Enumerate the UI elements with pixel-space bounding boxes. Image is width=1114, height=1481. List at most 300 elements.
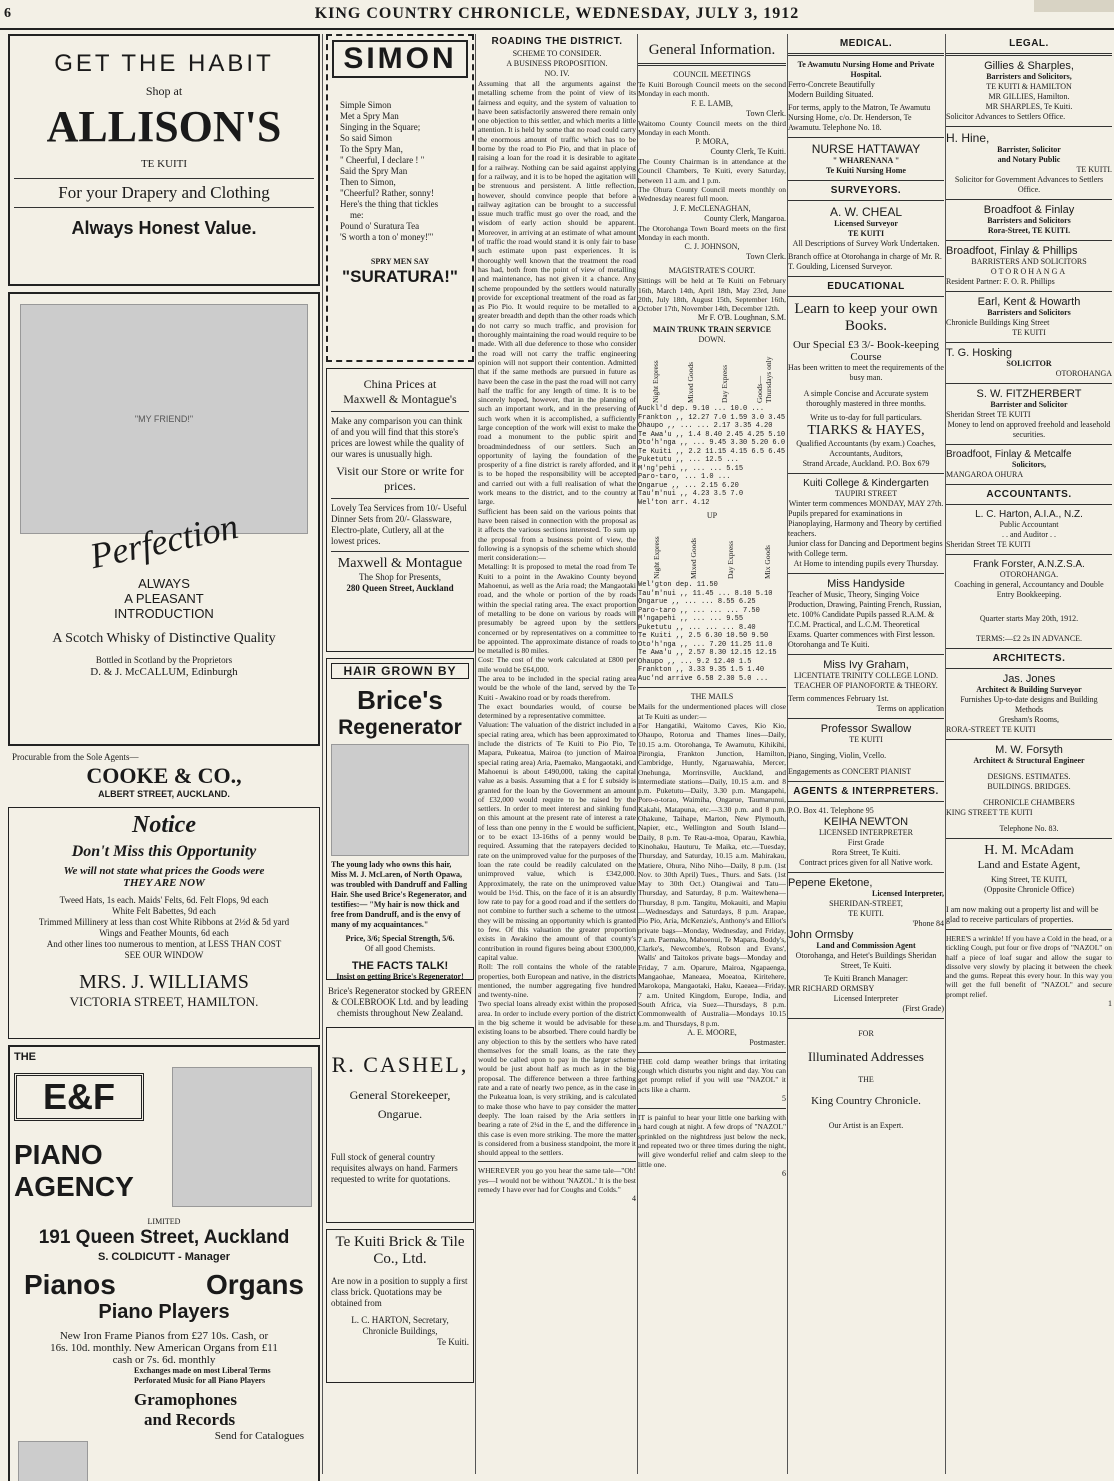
advertiser-name: MRS. J. WILLIAMS <box>79 971 249 993</box>
listing-line: Modern Building Situated. <box>788 90 874 99</box>
ad-line: THE <box>14 1051 36 1063</box>
notice-text: Waitomo County Council meets on the third Monday in each Month. <box>638 118 786 137</box>
notice-text: The County Chairman is in attendance at the Council Chambers, Te Kuiti, every Saturday, between 11 a.m. and 1 p.m. <box>638 157 786 185</box>
advertiser-name: Maxwell & Montague <box>337 556 463 571</box>
ad-line: Write us to-day for full particulars. <box>810 413 922 422</box>
listing-line: TE KUITI <box>1012 328 1046 337</box>
ad-line: Chronicle Buildings, <box>362 1326 438 1336</box>
listing-title: John Ormsby <box>788 929 854 941</box>
ad-line: cash or 7s. 6d. monthly <box>112 1354 216 1366</box>
column-5 <box>788 34 944 1131</box>
ad-line: TE KUITI <box>140 158 188 170</box>
listing-line: MR GILLIES, Hamilton. <box>988 92 1070 101</box>
listing-line: Solicitor for Government Advances to Settlers Office. <box>954 175 1104 194</box>
notice-item: Wings and Feather Mounts, 6d each <box>99 928 229 938</box>
table-row: Auc'nd arrive 6.58 2.30 5.0 ... <box>638 674 769 683</box>
listing-line: Solicitor Advances to Settlers Office. <box>946 112 1066 121</box>
ad-line: S. COLDICUTT - Manager <box>97 1251 230 1263</box>
listing-line: DESIGNS. ESTIMATES. <box>987 772 1071 781</box>
table-row: Paro-taro ,, ... ... ... 7.50 <box>638 606 760 615</box>
speech-bubble: "MY FRIEND!" <box>134 414 194 424</box>
table-row: Ongarue ,, ... ... 8.55 6.25 <box>638 598 756 607</box>
brices-regenerator-ad <box>326 658 474 980</box>
notice-text: The Ohura County Council meets monthly on Wednesday nearest full moon. <box>638 185 786 204</box>
ad-line: THEY ARE NOW <box>123 877 205 889</box>
article-title: ROADING THE DISTRICT. <box>491 36 623 47</box>
ad-line: General Storekeeper, <box>349 1088 451 1102</box>
listing-line: MR SHARPLES, Te Kuiti. <box>985 102 1073 111</box>
listing-line: . . and Auditor . . <box>1002 530 1056 539</box>
subsection-title: COUNCIL MEETINGS <box>673 70 751 79</box>
ad-number: 6 <box>782 1168 786 1178</box>
down-table-header <box>638 347 786 403</box>
listing-title: Kuiti College & Kindergarten <box>803 478 929 489</box>
ad-line: D. & J. McCALLUM, Edinburgh <box>90 666 238 678</box>
nazol-ad: IT is painful to hear your little one barking with a hard cough at night. A few drops of "NAZOL" sprinkled on the nightdress just below the neck, and repeated two or three times during the night, will give wonderful relief and calm sleep to the little one. <box>638 1113 786 1169</box>
listing-line: At Home to intending pupils every Thursday. <box>793 559 939 568</box>
listing-line: Junior class for Dancing and Deportment begins with College term. <box>788 539 943 558</box>
signature: J. F. McCLENAGHAN, <box>673 203 751 213</box>
ad-line: Price, 3/6; Special Strength, 5/6. <box>345 934 455 943</box>
article-subtitle: A BUSINESS PROPOSITION. <box>506 59 608 68</box>
table-row: Te Kuiti ,, 2.2 11.15 4.15 6.5 6.45 <box>638 447 786 456</box>
listing-line: Money to lend on approved freehold and leasehold securities. <box>947 420 1111 439</box>
ad-headline: Piano Players <box>98 1301 230 1323</box>
ad-headline: King Country Chronicle. <box>811 1095 921 1107</box>
listing-line: Rora Street, Te Kuiti. <box>831 848 901 857</box>
advertiser-name: Co., Ltd. <box>373 1251 427 1267</box>
table-title: UP <box>706 511 718 521</box>
listing-line: Licensed Surveyor <box>834 219 898 228</box>
listing-title: Broadfoot & Finlay <box>983 204 1075 216</box>
listing-line: LICENSED INTERPRETER <box>819 828 913 837</box>
ad-headline: AGENCY <box>14 1171 134 1202</box>
signature: Postmaster. <box>749 1037 786 1047</box>
article-paragraph: The exact boundaries would, of course be determined by a representative committee. <box>478 701 636 721</box>
table-row: M'ng'pehi ,, ... ... 5.15 <box>638 464 744 473</box>
ad-headline: Regenerator <box>338 716 462 739</box>
column-3 <box>478 34 636 1204</box>
listing-line: Engagements as CONCERT PIANIST <box>788 767 912 776</box>
signature: Mr F. O'B. Loughnan, S.M. <box>697 313 786 323</box>
brand-script: Perfection <box>86 505 242 577</box>
column-header: Day Express <box>726 541 735 580</box>
ad-line: SPRY MEN SAY <box>370 257 430 266</box>
listing-line: MR RICHARD ORMSBY <box>788 984 875 993</box>
listing-line: Ferro-Concrete Beautifully <box>788 80 875 89</box>
ad-line: Te Kuiti. <box>437 1337 469 1347</box>
section-title: ACCOUNTANTS. <box>986 489 1072 500</box>
ad-line: 16s. 10d. monthly. New American Organs from £11 <box>50 1342 278 1354</box>
up-timetable <box>638 581 786 683</box>
table-row: Te Awa'u ,, 1.4 8.40 2.45 4.25 5.10 <box>638 430 786 439</box>
ad-line: Our Artist is an Expert. <box>828 1121 904 1130</box>
listing-title: Pepene Eketone, <box>788 877 873 889</box>
listing-title: Te Awamutu Nursing Home and Private Hospital. <box>797 60 935 79</box>
listing-line: Architect & Building Surveyor <box>976 685 1082 694</box>
ad-text: Make any comparison you can think of and you will find that this store's prices are lowest while the quality of our wares is unusually high. <box>331 416 464 459</box>
verse-line: Pound o' Suratura Tea <box>340 221 420 231</box>
listing-line: Solicitors, <box>1012 460 1046 469</box>
listing-line: Quarter starts May 20th, 1912. <box>979 614 1079 623</box>
ad-headline: Gramophones <box>134 1390 237 1409</box>
ad-headline: Learn to keep your own Books. <box>794 301 938 334</box>
listing-title: H. Hine, <box>946 131 990 145</box>
notice-item: Trimmed Millinery at less than cost White Ribbons at 2½d & 5d yard <box>38 917 290 927</box>
verse-line: Met a Spry Man <box>340 111 399 121</box>
listing-title: KEIHA NEWTON <box>823 816 909 828</box>
listing-line: Sheridan Street TE KUITI <box>946 540 1031 549</box>
listing-line: Licensed Interpreter <box>833 994 899 1003</box>
listing-line: BUILDINGS. BRIDGES. <box>987 782 1071 791</box>
signature: F. E. LAMB, <box>691 98 733 108</box>
column-header: Goods—Thursdays only <box>755 356 774 404</box>
table-row: Oto'h'nga ,, ... 7.20 11.25 11.0 <box>638 640 773 649</box>
column-header: Mix Goods <box>763 545 772 580</box>
notice-item: White Felt Babettes, 9d each <box>112 906 216 916</box>
ad-line: Procurable from the Sole Agents— <box>12 752 139 762</box>
listing-line: TERMS:—£2 2s IN ADVANCE. <box>975 634 1083 643</box>
listing-line: Barrister and Solicitor <box>990 400 1068 409</box>
listing-line: Pupils prepared for examinations in Pianoplaying, Harmony and Theory by certified teachers. <box>788 509 942 538</box>
listing-line: OTOROHANGA <box>1055 369 1112 378</box>
ad-line: New Iron Frame Pianos from £27 10s. Cash, or <box>59 1330 269 1342</box>
section-title: SURVEYORS. <box>830 185 902 196</box>
ad-headline: Organs <box>205 1269 304 1300</box>
listing-line: and Notary Public <box>997 155 1061 164</box>
ef-piano-agency-ad <box>8 1045 320 1481</box>
ad-line: Perforated Music for all Piano Players <box>134 1376 266 1385</box>
verse-line: 'S worth a ton o' money!'" <box>340 232 434 242</box>
table-row: Ongarue ,, ... 2.15 6.20 <box>638 481 739 490</box>
listing-line: (First Grade) <box>902 1004 944 1013</box>
ad-line: L. C. HARTON, Secretary, <box>351 1315 449 1325</box>
table-row: Oto'h'nga ,, ... 9.45 3.30 5.20 6.0 <box>638 439 786 448</box>
listing-line: Coaching in general, Accountancy and Double Entry Bookkeeping. <box>954 580 1104 599</box>
listing-title: S. W. FITZHERBERT <box>976 388 1082 400</box>
listing-line: TE KUITI <box>849 735 883 744</box>
nazol-ad: THE cold damp weather brings that irritating cough which disturbs you night and day. You can get prompt relief if you will use "NAZOL" it acts like a charm. <box>638 1056 786 1094</box>
listing-line: First Grade <box>847 838 885 847</box>
listing-title: Professor Swallow <box>820 723 912 735</box>
article-paragraph: Sufficient has been said on the various points that have been raised in connection with the proposal as it affects the various sections interested. To sum up the proposal from a business point of view, the following is a synopsis of the scheme which should merit consideration:— <box>478 506 636 563</box>
agent-address: ALBERT STREET, AUCKLAND. <box>98 789 230 799</box>
listing-line: BARRISTERS AND SOLICITORS <box>971 257 1087 266</box>
ad-text: Lovely Tea Services from 10/- Useful Dinner Sets from 20/- Glassware, Electro-plate, Cutlery, all at the lowest prices. <box>331 503 467 546</box>
ad-text: Full stock of general country requisites always on hand. Farmers requested to write for quotations. <box>331 1152 458 1184</box>
column-rule <box>322 34 323 1474</box>
article-paragraph: Two special loans already exist within the proposed area. In order to include every portion of the district in the big scheme it would be advisable for these existing loans to be absorbed. There could hardly be any objection to this by the settlers who have rated themselves for the small loans, as the rate they would be called upon to pay in the larger scheme would be just about half as much as in the big proposal. The difference between a three farthing rate and a rate of nearly two pence, as in the case in the Pukeatua loan, is very striking, and is calculated to make those who have to pay consider the matter deeply. The loan raised by the Aria settlers in bearing a rate of 2¼d in the £, and the difference in this case is even more striking. The more the matter is considered from a business standpoint, the more it should appeal to the settlers. <box>478 999 636 1158</box>
ad-line: Ongarue. <box>377 1107 423 1121</box>
listing-line: Land and Commission Agent <box>816 941 916 950</box>
listing-line: Barristers and Solicitors, <box>986 72 1072 81</box>
ad-headline: China Prices at <box>363 377 437 391</box>
listing-line: 'Phone 84 <box>912 919 944 928</box>
column-header: Night Express <box>650 360 660 404</box>
table-row: Auckl'd dep. 9.10 ... 10.0 ... <box>638 405 765 414</box>
listing-line: Otorohanga, and Hetet's Buildings Sheridan Street, Te Kuiti. <box>795 951 937 970</box>
listing-line: All Descriptions of Survey Work Undertaken. <box>792 239 940 248</box>
piano-illustration <box>172 1067 312 1207</box>
verse-line: Then to Simon, <box>340 177 396 187</box>
advertiser-name: R. CASHEL, <box>331 1052 469 1077</box>
ad-line: A Scotch Whisky of Distinctive Quality <box>52 631 276 646</box>
listing-line: Chronicle Buildings King Street <box>946 318 1050 327</box>
ad-line: GET THE HABIT <box>54 50 274 77</box>
listing-line: TE KUITI. <box>848 909 884 918</box>
listing-title: Miss Ivy Graham, <box>823 659 909 671</box>
ad-line: Don't Miss this Opportunity <box>71 843 257 860</box>
listing-line: (Opposite Chronicle Office) <box>983 885 1075 894</box>
newspaper-title: KING COUNTRY CHRONICLE, WEDNESDAY, JULY 3, 1912 <box>314 5 800 22</box>
column-header: Day Express <box>720 365 730 404</box>
simon-suratura-ad <box>326 34 474 362</box>
table-row: Te Awa'u ,, 2.57 8.30 12.15 12.15 <box>638 649 777 658</box>
listing-line: For terms, apply to the Matron, Te Awamutu Nursing Home, c/o. Dr. Henderson, Te Awamutu. Telephone No. 18. <box>788 103 931 132</box>
ad-line: Our Special £3 3/- Book-keeping Course <box>792 339 940 363</box>
section-title: ARCHITECTS. <box>992 653 1066 664</box>
torn-corner <box>1034 0 1114 12</box>
ad-line: 280 Queen Street, Auckland <box>346 583 454 593</box>
notice-item: SEE OUR WINDOW <box>124 950 204 960</box>
ad-line: Insist on getting Brice's Regenerator! <box>336 972 464 981</box>
listing-line: TE KUITI <box>847 229 885 238</box>
column-6 <box>946 34 1112 1009</box>
ef-logo: E&F <box>14 1073 144 1121</box>
listing-line: LICENTIATE TRINITY COLLEGE LOND. <box>794 671 938 680</box>
verse-line: Here's the thing that tickles <box>340 199 439 209</box>
ad-headline: and Records <box>144 1410 236 1429</box>
listing-line: Te Kuiti Branch Manager: <box>823 974 909 983</box>
listing-line: Piano, Singing, Violin, Vcello. <box>788 751 887 760</box>
section-title: MEDICAL. <box>839 38 893 49</box>
brick-tile-ad <box>326 1229 474 1383</box>
listing-line: Term commences February 1st. <box>788 694 889 703</box>
article-paragraph: Metalling: It is proposed to metal the road from Te Kuiti to a point in the Awakino County beyond Mahoenui, as well as the Aria road; the Mangaotaki road, and the whole or portion of the by roads within the special rating area. The exact proportion of metalling to be done on various by roads will presumably be agreed upon by the settlers concerned or by representatives on a committee to be appointed. The approximate distance of roads to be metalled is 80 miles. <box>478 562 636 656</box>
article-paragraph: Assuming that all the arguments against the metalling scheme from the point of view of its fairness and equity, and the system of valuation to have been satisfactorily answered there remain only one objection to this settler, and which merits a little attention. It is held by some that no road could carry the enormous amount of traffic which has to be borne by the road to Pio Pio, and that in place of raising a loan for the road it is desirable to agitate for a railway. Nothing can be said against applying for a railway, and it is to be hoped the agitation will be strenuous and persistent. A little reflection, however, should convince people that before a railway agitation can be brought to a successful issue much traffic must go over the road, and the wisdom of early action should be apparent. Moreover, in arriving at an estimate of what amount of traffic the road would stand it is only fair to base such estimate upon past experiences. It is thoroughly well known that the treatment the road has had, both from the point of view of metalling and maintenance, has not given it a chance. Any scheme propounded by the settlers would naturally provide for exceptional treatment of the road as far as Pio Pio. It would require to be metalled to a greater breadth and depth than the other roads which do not carry so much traffic, and provision for thoroughly maintaining the road would require to be made. With all due deference to those who consider the road will not carry the traffic engineering opinion will not support their contention. Admitted that if the same methods are pursued in future as have been the case in the past the road will not carry half the traffic for any length of time. It is to be sincerely hoped, however, that in the planning of such an important work, and in the preserving of such work when it is accomplished, a sufficiently large conception of the work will exist to make the road a monument to the public spirit and broadmindedness of our settlers. Such an opportunity of laying the foundation of the prosperity of a fine district is rarely afforded, and it is to be hoped the responsibility will be accepted and carried out with a full realisation of what the work means to the district, and to the country at large. <box>478 79 636 507</box>
listing-line: KING STREET TE KUITI <box>946 808 1033 817</box>
listing-line: TE KUITI. <box>1076 165 1112 174</box>
article-paragraph: The area to be included in the special rating area would be the whole of the land, served by the Te Kuiti - Awakino road or by roads therefrom. <box>478 674 636 702</box>
listing-line: MANGAROA OHURA <box>946 470 1024 479</box>
ad-line: FOR <box>858 1029 874 1038</box>
listing-title: A. W. CHEAL <box>829 205 903 219</box>
article-subtitle: SCHEME TO CONSIDER. <box>512 49 602 58</box>
ad-headline: SIMON <box>332 40 468 78</box>
notice-item: Tweed Hats, 1s each. Maids' Felts, 6d. Felt Flops, 9d each <box>59 895 269 905</box>
listing-line: Terms on application <box>876 704 944 713</box>
ad-line: The Shop for Presents, <box>359 572 441 582</box>
listing-line: Rora-Street, TE KUITI. <box>987 226 1071 235</box>
allisons-ad <box>8 34 320 286</box>
table-row: Wel'gton dep. 11.50 <box>638 581 718 590</box>
listing-line: Winter term commences MONDAY, MAY 27th. <box>788 499 944 508</box>
ad-headline: ALLISON'S <box>46 102 282 151</box>
listing-line: Licensed Interpreter, <box>872 889 944 898</box>
long-hair-photo <box>331 744 469 856</box>
listing-line: Sheridan Street TE KUITI <box>946 410 1031 419</box>
ad-line: For your Drapery and Clothing <box>14 178 314 208</box>
article-paragraph: Valuation: The valuation of the district included in a special rating area, which has been approximated to include the districts of Te Kuiti to Pio Pio, Te Mapara, Pukeatua, Mairoa (to junction of Mairoa special rating area) Aria, Paemako, Mangaotaki, and Mahoenui is about £490,000, taking the capital value as a basis. Assuming that a £ for £ subsidy is granted for the loan by the Government an amount of £32,000 would require to be raised by the settlers. In order to meet interest and sinking fund on this amount at the present rate of interest a rate of less than one penny in the £ would be sufficient, or to be exact 13-16ths of a penny would be required. Assuming that the ratepayers decided to rate on the unimproved value for the purposes of the loan the rate could be readily calculated on the unimproved value, which is £342,000. Approximately, the rate on the unimproved value would be 1½d. This, on the face of it is an absurdly low rate to pay for a good road and if the settlers do not combine to further such a scheme to the utmost they will be missing an opportunity which is granted to few. Of this valuation the greater proportion exists in Awakino the amount of that county's contribution in round figures being about £300,000, capital value. <box>478 720 636 962</box>
column-header: Mixed Goods <box>685 362 695 404</box>
signature: County Clerk, Te Kuiti. <box>710 147 786 157</box>
listing-line: Gresham's Rooms, <box>998 715 1060 724</box>
testimonial: The young lady who owns this hair, Miss M. J. McLaren, of North Opawa, was troubled with Dandruff and Falling Hair. She used Brice's Regenerator, and testifies:— "My hair is now thick and free from Dandruff, and is the envy of many of my acquaintances." <box>331 860 468 929</box>
article-paragraph: Cost: The cost of the work calculated at £800 per mile would be £64,000. <box>478 655 636 674</box>
verse-line: "Cheerful? Rather, sonny! <box>340 188 435 198</box>
nazol-ad: HERE'S a wrinkle! If you have a Cold in the head, or a tickling Cough, put four or five drops of "NAZOL" on half a piece of loaf sugar and allow the sugar to dissolve very slowly by placing it between the cheek and the gums. Repeat this every hour. In this way you will get the full benefit of "NAZOL" and secure prompt relief. <box>946 934 1112 999</box>
ad-headline: Pianos <box>24 1269 116 1300</box>
subsection-title: MAGISTRATE'S COURT. <box>668 266 756 276</box>
listing-line: SOLICITOR <box>1006 359 1052 368</box>
listing-line: Resident Partner: F. O. R. Phillips <box>946 277 1055 286</box>
nazol-ad: WHEREVER you go you hear the same tale—"Oh! yes—I would not be without 'NAZOL.' It is the best remedy I have ever had for Coughs and Colds." <box>478 1166 636 1195</box>
advertiser-name: TIARKS & HAYES, <box>807 423 925 438</box>
ad-headline: Maxwell & Montague's <box>343 392 457 406</box>
section-title: AGENTS & INTERPRETERS. <box>793 786 939 797</box>
column-2 <box>326 34 474 1389</box>
verse-line: So said Simon <box>340 133 393 143</box>
notice-text: The Otorohanga Town Board meets on the first Monday in each month. <box>638 223 786 242</box>
column-header: Mixed Goods <box>689 538 698 580</box>
ad-number: 4 <box>632 1194 636 1204</box>
table-row: Puketutu ,, ... 12.5 ... <box>638 456 739 465</box>
ad-line: ALWAYS <box>138 576 190 591</box>
listing-title: Miss Handyside <box>827 578 905 590</box>
listing-line: Furnishes Up-to-date designs and Building Methods <box>960 695 1098 714</box>
ad-line: HAIR GROWN BY <box>331 663 469 679</box>
ad-line: Send for Catalogues <box>214 1430 304 1442</box>
listing-line: TAUPIRI STREET <box>834 489 898 498</box>
ad-headline: Illuminated Addresses <box>808 1049 924 1064</box>
listing-title: T. G. Hosking <box>946 347 1013 359</box>
ad-line: 191 Queen Street, Auckland <box>38 1227 290 1248</box>
verse-line: To the Spry Man, <box>340 144 403 154</box>
gramophone-illustration <box>18 1441 88 1481</box>
table-title: DOWN. <box>698 335 726 345</box>
listing-line: Barristers and Solicitors <box>987 308 1071 317</box>
table-row: Tau'm'nui ,, 11.45 ... 8.10 5.10 <box>638 589 773 598</box>
listing-line: Land and Estate Agent, <box>977 859 1081 871</box>
notice-text: Mails for the undermentioned places will close at Te Kuiti as under:— <box>638 702 786 721</box>
table-row: Frankton ,, 12.27 7.0 1.59 3.0 3.45 <box>638 413 786 422</box>
ad-line: THE <box>858 1075 874 1084</box>
ad-number: 1 <box>1108 999 1112 1009</box>
listing-line: Teacher of Music, Theory, Singing Voice Production, Drawing, Painting French, Russian, etc. 100% Candidate Pupils passed R.A.M. & T.C.M. Practical, and L.C.M. Theoretical Exams. Quarter commences with First lesson. Otorohanga and Te Kuiti. <box>788 590 942 649</box>
ad-line: Exchanges made on most Liberal Terms <box>134 1366 271 1375</box>
mail-schedule: For Hangatiki, Waitomo Caves, Kio Kio, Ohaupo, Rotorua and Thames lines—Daily, 10.15 a.m. Otorohanga, Te Awamutu, Kihikihi, Pirongia, Frankton Junction, Hamilton, Cambridge, Huntly, Ngaruawahia, Mercer, Onehunga, Morrinsville, Auckland, and intermediate stations—Daily, 10.15 a.m. and 8 p.m. Puketutu—Daily, 3.30 p.m. Mangapehi, Poro-o-torao, Waimiha, Ongarue, Taumarunui, Kakahi, Matapuna, etc.—3.30 p.m. and 8 p.m. Ohakune, Taihape, Marton, New Plymouth, Napier, etc., Wellington and South Island—Daily, 8 p.m. Te Rau-a-moa, Oparau, Kawhia, Kinohaku, Hauturu, Te Maika, etc.—Tuesday, Thursday, and Saturday, 10.15 a.m. Mahirakau, Matiere, Ohura, Niho Niho—Daily, 8 p.m. (1st Nov. to 30th April) Tues., Thurs. and Sats. (1st May to 30th Oct.) Otangiwai and Tatu—Thursday, and Saturday, 8 p.m. Waitewhena—Thursday, 8 p.m. Tangitu, Mokauiti, and Mapiu—Wednesdays and Saturdays, 8 p.m. Arapae, Pio Pio, Aria, McKenzie's, Anthony's and Elliot's private bags—Monday, Wednesday, and Friday, 7 a.m. Paemako, Mahoenui, Te Mapara, Boddy's, Clarke's, Newcombe's, Robson and Evans', Walls' and Taitokos private bags—Monday and Friday, 7 a.m. Oparure, Mairoa, Ngapaenga, Mangaohae, Maneaea, Moeatoa, Kiritehere, Marokopa, Mangaotaki, Haku, Kaeaea—Friday, 7 a.m. United Kingdom, Europe, India, and South Africa, via Suez—Thursdays, 8 p.m. Commonwealth of Australia—Mondays 10.15 a.m. and Thursdays, 8 p.m. <box>638 721 786 1028</box>
ad-line: A PLEASANT <box>124 591 204 606</box>
listing-line: TE KUITI & HAMILTON <box>986 82 1072 91</box>
listing-title: Frank Forster, A.N.Z.S.A. <box>973 559 1085 570</box>
table-row: M'ngapehi ,, ... ... 9.55 <box>638 615 744 624</box>
section-title: LEGAL. <box>1009 38 1049 49</box>
ad-line: We will not state what prices the Goods were <box>63 865 265 877</box>
verse-line: Simple Simon <box>340 100 392 110</box>
article-paragraph: Roll: The roll contains the whole of the ratable properties, both European and native, in the districts mentioned, the number aggregating five hundred and twenty-nine. <box>478 962 636 1000</box>
table-row: Puketutu ,, ... ... ... 8.40 <box>638 623 756 632</box>
page-number: 6 <box>4 6 11 21</box>
article-subtitle: NO. IV. <box>544 69 570 78</box>
verse-line: Said the Spry Man <box>340 166 408 176</box>
listing-line: OTOROHANGA <box>990 267 1068 276</box>
masthead <box>0 0 1114 30</box>
ad-line: Visit our Store or write for prices. <box>336 464 464 493</box>
ad-line: THE FACTS TALK! <box>351 960 449 972</box>
listing-title: NURSE HATTAWAY <box>811 142 921 156</box>
signature: P. MORA, <box>695 137 729 147</box>
column-rule <box>475 34 476 1474</box>
notice-item: And other lines too numerous to mention, at LESS THAN COST <box>46 939 282 949</box>
verse-line: " Cheerful, I declare ! " <box>340 155 425 165</box>
listing-title: L. C. Harton, A.I.A., N.Z. <box>975 509 1083 520</box>
column-header: Night Express <box>652 536 661 580</box>
listing-line: Te Kuiti Nursing Home <box>826 166 906 175</box>
table-row: Te Kuiti ,, 2.5 6.30 10.50 9.50 <box>638 632 769 641</box>
listing-title: Jas. Jones <box>1002 673 1056 685</box>
ad-line: A simple Concise and Accurate system thoroughly mastered in three months. <box>803 389 929 408</box>
listing-line: RORA-STREET TE KUITI <box>946 725 1036 734</box>
listing-line: I am now making out a property list and will be glad to receive particulars of properties. <box>946 905 1099 924</box>
table-row: Tau'm'nui ,, 4.23 3.5 7.0 <box>638 490 744 499</box>
listing-title: Gillies & Sharples, <box>984 60 1074 72</box>
ad-headline: "SURATURA!" <box>342 267 458 286</box>
ad-headline: PIANO <box>14 1139 103 1170</box>
listing-line: Contract prices given for all Native work. <box>799 858 933 867</box>
listing-line: " WHARENANA " <box>832 156 900 165</box>
listing-line: TEACHER OF PIANOFORTE & THEORY. <box>794 681 938 690</box>
verse-line: Singing in the Square; <box>340 122 421 132</box>
listing-line: CHRONICLE CHAMBERS <box>983 798 1075 807</box>
china-prices-ad <box>326 368 474 652</box>
advertiser-address: VICTORIA STREET, HAMILTON. <box>69 994 259 1009</box>
signature: C. J. JOHNSON, <box>684 242 740 252</box>
table-row: Ohaupo ,, ... ... 2.17 3.35 4.20 <box>638 422 773 431</box>
notice-text: Te Kuiti Borough Council meets on the second Monday in each month. <box>638 80 786 99</box>
listing-line: P.O. Box 41. Telephone 95 <box>788 806 874 815</box>
up-table-header <box>638 523 786 579</box>
ad-line: Bottled in Scotland by the Proprietors <box>95 655 233 665</box>
listing-line: OTOROHANGA. <box>999 570 1059 579</box>
advertiser-name: Te Kuiti Brick & Tile <box>335 1234 465 1250</box>
ad-line: Shop at <box>145 84 183 98</box>
subsection-title: THE MAILS <box>690 692 734 702</box>
signature: A. E. MOORE, <box>687 1027 737 1037</box>
ad-number: 5 <box>782 1094 786 1104</box>
column-1 <box>8 34 320 1481</box>
listing-line: Barrister, Solicitor <box>997 145 1061 154</box>
cashel-ad <box>326 1027 474 1223</box>
ad-text: Are now in a position to supply a first class brick. Quotations may be obtained from <box>331 1276 468 1308</box>
section-title: EDUCATIONAL <box>827 281 905 292</box>
ad-headline: Notice <box>132 812 196 838</box>
signature: Town Clerk. <box>746 108 786 118</box>
signature: County Clerk, Mangaroa. <box>704 213 786 223</box>
ad-line: Qualified Accountants (by exam.) Coaches, Accountants, Auditors, <box>796 439 936 458</box>
ad-text: Brice's Regenerator stocked by GREEN & COLEBROOK Ltd. and by leading chemists throughout New Zealand. <box>327 986 473 1018</box>
table-row: Frankton ,, 3.33 9.35 1.5 1.40 <box>638 666 765 675</box>
listing-title: H. M. McAdam <box>984 843 1074 858</box>
ad-line: Has been written to meet the requirements of the busy man. <box>788 363 944 382</box>
listing-title: M. W. Forsyth <box>995 744 1063 756</box>
down-timetable <box>638 405 786 507</box>
listing-line: Barristers and Solicitors <box>987 216 1071 225</box>
ad-line: Of all good Chemists. <box>364 944 436 953</box>
listing-title: Broadfoot, Finlay & Phillips <box>946 245 1078 257</box>
ad-line: Strand Arcade, Auckland. P.O. Box 679 <box>802 459 930 468</box>
listing-line: Telephone No. 83. <box>999 824 1059 833</box>
listing-line: Public Accountant <box>999 520 1059 529</box>
